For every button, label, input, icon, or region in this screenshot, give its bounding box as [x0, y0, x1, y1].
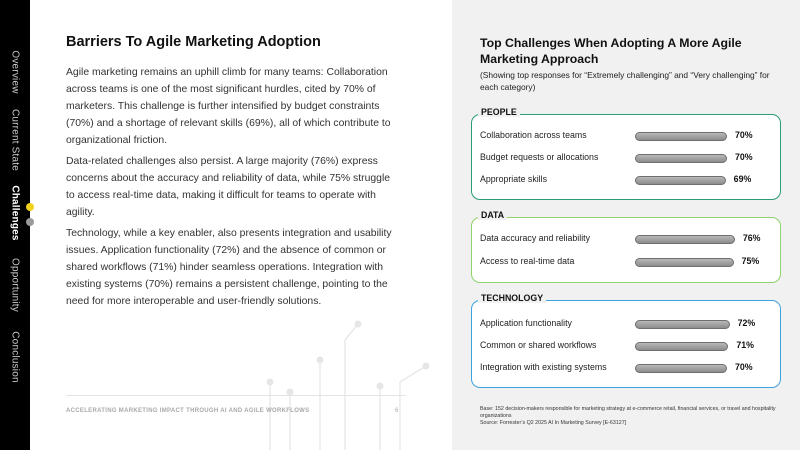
- bar-label: Common or shared workflows: [480, 340, 597, 350]
- bar-label: Budget requests or allocations: [480, 152, 599, 162]
- bar: [635, 176, 726, 185]
- source-text: Source: Forrester’s Q2 2025 AI In Marketing Survey [E-63127]: [480, 420, 627, 426]
- bar-row: [480, 232, 772, 246]
- nav-item-conclusion[interactable]: Conclusion: [9, 331, 21, 383]
- group-label: DATA: [478, 210, 507, 220]
- group-label: TECHNOLOGY: [478, 293, 546, 303]
- bar-value: 70%: [735, 130, 753, 140]
- bar: [635, 364, 727, 373]
- chart-title: Top Challenges When Adopting A More Agile Marketing Approach: [480, 36, 742, 66]
- nav-item-challenges[interactable]: Challenges: [9, 185, 21, 241]
- bar-row: [480, 317, 772, 331]
- bar: [635, 320, 730, 329]
- page-number: 6: [395, 408, 399, 414]
- bar-value: 70%: [735, 362, 753, 372]
- bar: [635, 235, 735, 244]
- bar-row: [480, 255, 772, 269]
- bar-label: Data accuracy and reliability: [480, 233, 591, 243]
- bar: [635, 258, 734, 267]
- bar-row: [480, 151, 772, 165]
- group-data: [471, 210, 781, 283]
- side-navigation: [0, 0, 30, 450]
- bar-value: 69%: [733, 174, 752, 184]
- bar-value: 70%: [735, 152, 753, 162]
- bar: [635, 342, 728, 351]
- group-people: [471, 107, 781, 200]
- nav-item-current-state[interactable]: Current State: [9, 108, 21, 172]
- bar-row: [480, 339, 772, 353]
- chart-panel: [452, 0, 800, 450]
- bar: [635, 154, 727, 163]
- bar-label: Application functionality: [480, 318, 572, 328]
- bar-value: 75%: [741, 256, 760, 266]
- base-text: Base: 152 decision-makers responsible for marketing strategy at e-commerce retail, financial services, or travel and hospitality organizations: [480, 406, 776, 419]
- bar-value: 76%: [742, 233, 761, 243]
- bar-value: 71%: [736, 340, 754, 350]
- bar-label: Collaboration across teams: [480, 130, 587, 140]
- group-technology: [471, 293, 781, 388]
- page-title: Barriers To Agile Marketing Adoption: [66, 34, 321, 50]
- base-note: [480, 406, 780, 427]
- chart-subtitle: (Showing top responses for “Extremely challenging” and “Very challenging” for each category): [480, 70, 770, 92]
- footer-divider: [66, 395, 406, 396]
- footer-text: ACCELERATING MARKETING IMPACT THROUGH AI AND AGILE WORKFLOWS: [66, 408, 310, 414]
- paragraph-people: Agile marketing remains an uphill climb for many teams: Collaboration across teams is one of the most significant hurdles, cited by 70% of marketers. This challenge is further intensified by budget constraints (70%) and a shortage of relevant skills (69%), all of which contribute to organizational friction.: [66, 67, 391, 146]
- bar-label: Appropriate skills: [480, 174, 547, 184]
- group-label: PEOPLE: [478, 107, 520, 117]
- bar-value: 72%: [737, 318, 756, 328]
- circuit-decoration: [250, 310, 450, 450]
- bar-label: Integration with existing systems: [480, 362, 607, 372]
- bar: [635, 132, 727, 141]
- nav-item-opportunity[interactable]: Opportunity: [9, 258, 21, 312]
- active-indicator-dot: [26, 203, 34, 211]
- nav-item-overview[interactable]: Overview: [9, 50, 21, 94]
- bar-row: [480, 361, 772, 375]
- bar-row: [480, 129, 772, 143]
- main-content: [66, 34, 396, 314]
- bar-row: [480, 173, 772, 187]
- secondary-indicator-dot: [26, 218, 34, 226]
- paragraph-technology: Technology, while a key enabler, also presents integration and usability issues. Application functionality (72%) and the absence of common or shared workflows (71%) hinder seamless operations. Integration with existing systems (70%) remains a persistent challenge, pointing to the need for more interoperable and user-friendly solutions.: [66, 228, 392, 307]
- paragraph-data: Data-related challenges also persist. A large majority (76%) express concerns about the accuracy and reliability of data, while 75% struggle to access real-time data, making it difficult for teams to operate with agility.: [66, 156, 391, 218]
- bar-label: Access to real-time data: [480, 256, 575, 266]
